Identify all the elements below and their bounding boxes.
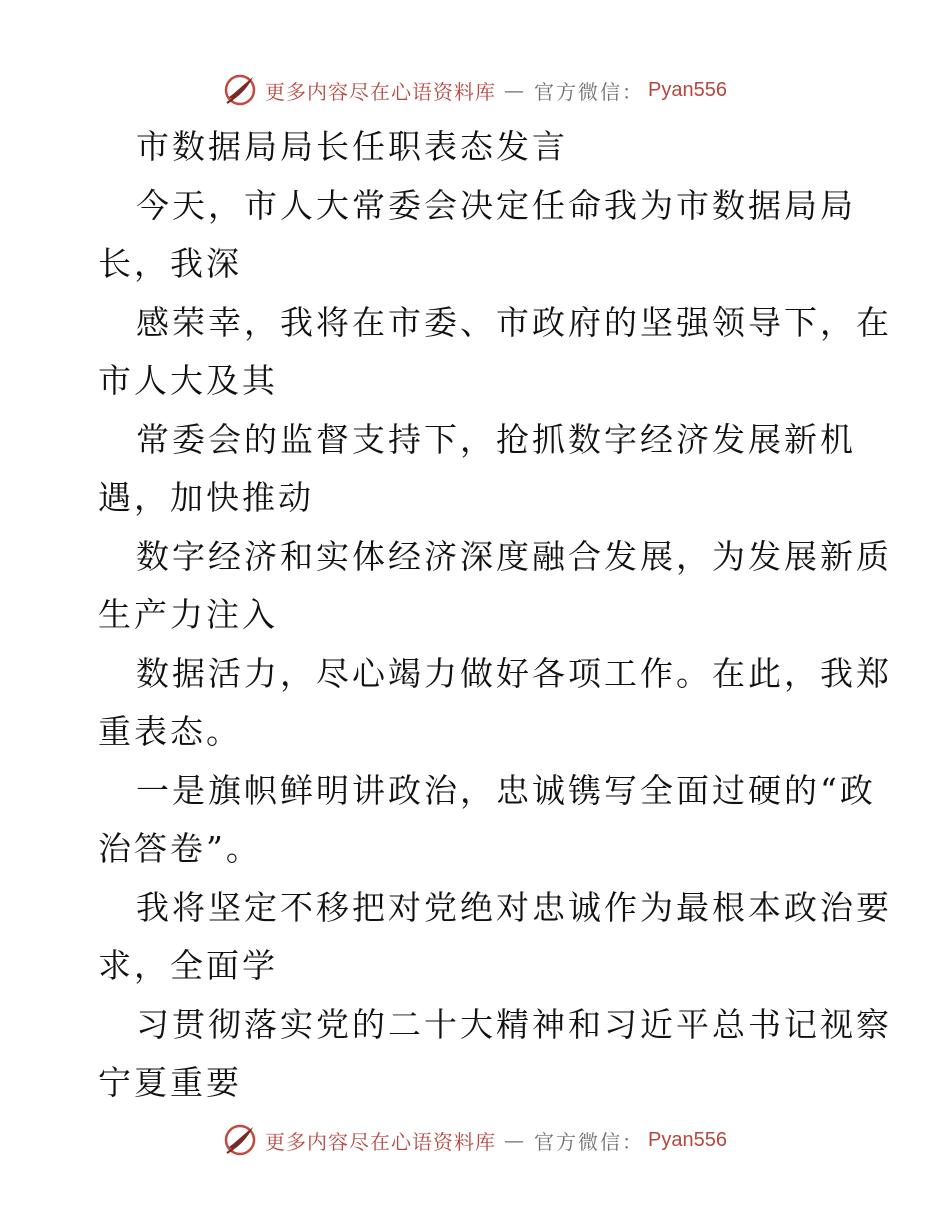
footer-banner	[0, 1120, 950, 1160]
text-line: 遇，加快推动	[98, 478, 314, 517]
banner-dash: —	[504, 1128, 527, 1152]
text-line: 感荣幸，我将在市委、市政府的坚强领导下，在	[136, 302, 892, 342]
banner-wechat-label: 官方微信：	[534, 79, 645, 104]
text-line: 求，全面学	[98, 946, 278, 985]
document-title: 市数据局局长任职表态发言	[136, 127, 568, 166]
banner-site-text: 更多内容尽在心语资料库	[265, 1129, 497, 1154]
text-line: 生产力注入	[98, 595, 278, 634]
banner-wechat-label: 官方微信：	[534, 1129, 645, 1154]
text-line: 长，我深	[98, 244, 242, 283]
header-banner	[0, 70, 950, 110]
text-line: 市人大及其	[98, 361, 278, 400]
banner-site-text: 更多内容尽在心语资料库	[265, 79, 497, 104]
banner-wechat-id: Pyan556	[648, 78, 727, 101]
text-line: 习贯彻落实党的二十大精神和习近平总书记视察	[136, 1004, 892, 1044]
text-line: 数字经济和实体经济深度融合发展，为发展新质	[136, 536, 892, 576]
text-line: 数据活力，尽心竭力做好各项工作。在此，我郑	[136, 653, 892, 693]
text-line: 一是旗帜鲜明讲政治，忠诚镌写全面过硬的“政	[136, 770, 876, 810]
text-line: 宁夏重要	[98, 1063, 242, 1102]
banner-dash: —	[504, 78, 527, 102]
text-line: 今天，市人大常委会决定任命我为市数据局局	[136, 185, 856, 225]
text-line: 重表态。	[98, 712, 242, 751]
quill-pen-logo-icon	[223, 1123, 257, 1157]
banner-wechat-id: Pyan556	[648, 1128, 727, 1151]
text-line: 我将坚定不移把对党绝对忠诚作为最根本政治要	[136, 887, 892, 927]
text-line: 常委会的监督支持下，抢抓数字经济发展新机	[136, 419, 856, 459]
quill-pen-logo-icon	[223, 73, 257, 107]
document-body	[98, 118, 892, 1113]
text-line: 治答卷”。	[98, 829, 262, 868]
